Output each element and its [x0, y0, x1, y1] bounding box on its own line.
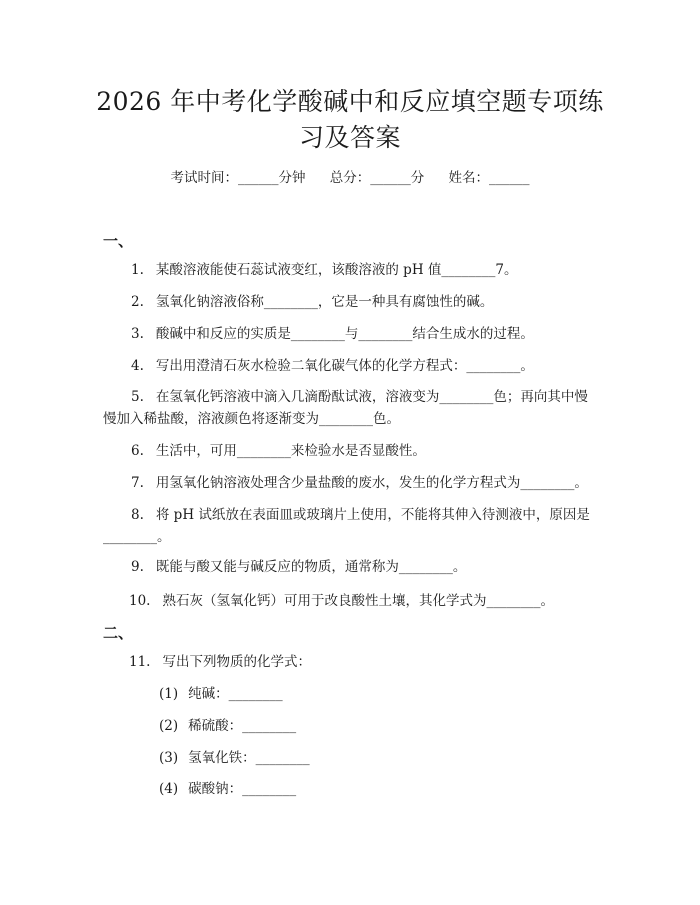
- question-number: 4.: [131, 358, 144, 374]
- question-text: 写出下列物质的化学式：: [162, 654, 311, 670]
- student-name-field: 姓名：______: [448, 170, 530, 186]
- question-text: 将 pH 试纸放在表面皿或玻璃片上使用，不能将其伸入待测液中，原因是________。: [103, 507, 590, 545]
- sub-question-4: [159, 778, 296, 800]
- question-number: 7.: [131, 475, 144, 491]
- total-score-field: 总分：______分: [329, 170, 425, 186]
- question-5: [103, 386, 600, 430]
- question-2: [103, 291, 600, 313]
- sub-question-1: [159, 683, 283, 705]
- question-8: [103, 504, 600, 548]
- section-heading-one: 一、: [103, 232, 134, 250]
- sub-question-2: [159, 715, 296, 737]
- sub-question-number: (4): [159, 781, 179, 797]
- question-number: 9.: [131, 559, 144, 575]
- question-number: 8.: [131, 507, 144, 523]
- question-text: 写出用澄清石灰水检验二氧化碳气体的化学方程式：________。: [155, 358, 534, 374]
- question-9: [103, 556, 600, 578]
- question-number: 2.: [131, 294, 144, 310]
- question-text: 氢氧化钠溶液俗称________，它是一种具有腐蚀性的碱。: [155, 294, 494, 310]
- sub-question-number: (3): [159, 750, 179, 766]
- question-number: 6.: [131, 443, 144, 459]
- question-text: 某酸溶液能使石蕊试液变红，该酸溶液的 pH 值________7。: [155, 262, 518, 278]
- question-text: 既能与酸又能与碱反应的物质，通常称为________。: [155, 559, 467, 575]
- sub-question-text: 稀硫酸：________: [188, 718, 297, 734]
- question-3: [103, 323, 600, 345]
- sub-question-text: 氢氧化铁：________: [188, 750, 310, 766]
- section-heading-two: 二、: [103, 624, 134, 642]
- question-10: [103, 590, 600, 612]
- question-text: 生活中，可用________来检验水是否显酸性。: [155, 443, 426, 459]
- question-number: 5.: [131, 389, 144, 405]
- question-11: [103, 651, 600, 673]
- sub-question-number: (2): [159, 718, 179, 734]
- question-7: [103, 472, 600, 494]
- question-text: 熟石灰（氢氧化钙）可用于改良酸性土壤，其化学式为________。: [162, 593, 554, 609]
- sub-question-text: 碳酸钠：________: [188, 781, 297, 797]
- sub-question-text: 纯碱：________: [188, 686, 283, 702]
- question-1: [103, 259, 600, 281]
- sub-question-3: [159, 747, 310, 769]
- page-title-line-1: 2026 年中考化学酸碱中和反应填空题专项练: [96, 87, 604, 116]
- page-title-line-2: 习及答案: [298, 123, 401, 152]
- question-6: [103, 440, 600, 462]
- question-number: 10.: [129, 593, 151, 609]
- exam-info-row: [0, 168, 700, 188]
- sub-question-number: (1): [159, 686, 179, 702]
- question-text: 在氢氧化钙溶液中滴入几滴酚酞试液，溶液变为________色；再向其中慢慢加入稀盐酸，溶液颜色将逐渐变为________色。: [103, 389, 588, 427]
- question-number: 11.: [129, 654, 151, 670]
- question-number: 1.: [131, 262, 144, 278]
- question-text: 用氢氧化钠溶液处理含少量盐酸的废水，发生的化学方程式为________。: [155, 475, 588, 491]
- question-text: 酸碱中和反应的实质是________与________结合生成水的过程。: [155, 326, 534, 342]
- question-number: 3.: [131, 326, 144, 342]
- question-4: [103, 355, 600, 377]
- exam-time-field: 考试时间：______分钟: [170, 170, 306, 186]
